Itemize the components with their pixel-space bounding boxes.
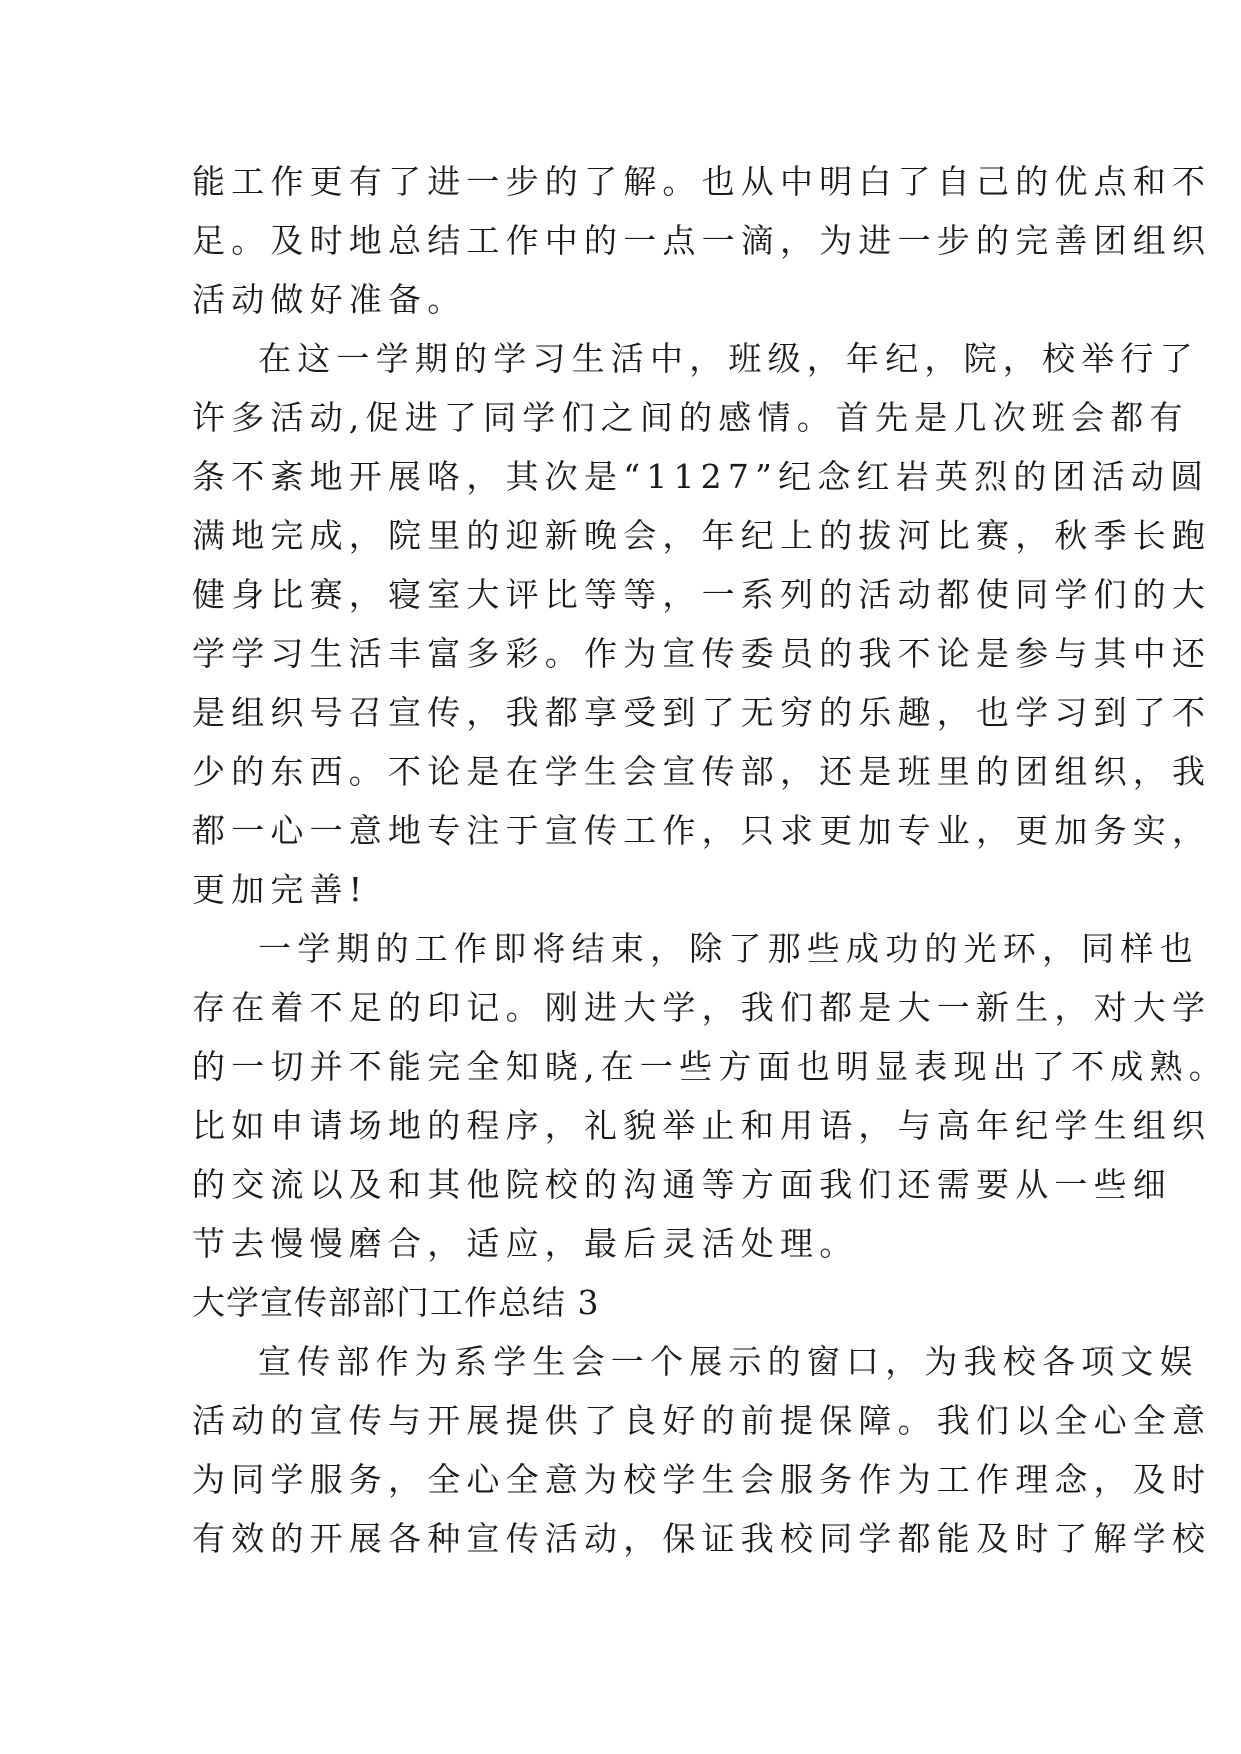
text-line: 有效的开展各种宣传活动，保证我校同学都能及时了解学校 [192,1519,1212,1558]
text-line: 许多活动,促进了同学们之间的感情。首先是几次班会都有 [192,398,1189,437]
paragraph [192,152,1212,329]
text-line: 少的东西。不论是在学生会宣传部，还是班里的团组织，我 [192,752,1212,791]
text-line: 满地完成，院里的迎新晚会，年纪上的拔河比赛，秋季长跑 [192,516,1212,555]
text-line: 节去慢慢磨合，适应，最后灵活处理。 [192,1224,859,1263]
paragraph [192,329,1212,919]
text-line: 健身比赛，寝室大评比等等，一系列的活动都使同学们的大 [192,575,1212,614]
text-line: 在这一学期的学习生活中，班级，年纪，院，校举行了 [258,339,1199,378]
section-heading: 大学宣传部部门工作总结 3 [192,1283,600,1322]
text-line: 的交流以及和其他院校的沟通等方面我们还需要从一些细 [192,1165,1172,1204]
text-line: 活动的宣传与开展提供了良好的前提保障。我们以全心全意 [192,1401,1212,1440]
text-line: 活动做好准备。 [192,280,467,319]
text-line: 学学习生活丰富多彩。作为宣传委员的我不论是参与其中还 [192,634,1212,673]
text-line: 更加完善! [192,870,369,909]
text-line: 的一切并不能完全知晓,在一些方面也明显表现出了不成熟。 [192,1047,1228,1086]
text-line: 为同学服务，全心全意为校学生会服务作为工作理念，及时 [192,1460,1212,1499]
text-line: 是组织号召宣传，我都享受到了无穷的乐趣，也学习到了不 [192,693,1212,732]
text-line: 一学期的工作即将结束，除了那些成功的光环，同样也 [258,929,1199,968]
text-line: 比如申请场地的程序，礼貌举止和用语，与高年纪学生组织 [192,1106,1212,1145]
document-body [192,152,1228,1568]
text-line: 足。及时地总结工作中的一点一滴，为进一步的完善团组织 [192,221,1212,260]
text-line: 存在着不足的印记。刚进大学，我们都是大一新生，对大学 [192,988,1212,1027]
text-line: 宣传部作为系学生会一个展示的窗口，为我校各项文娱 [258,1342,1199,1381]
text-line: 都一心一意地专注于宣传工作，只求更加专业，更加务实， [192,811,1212,850]
text-line: 条不紊地开展咯，其次是“1127”纪念红岩英烈的团活动圆 [192,457,1210,496]
paragraph [192,919,1228,1273]
text-line: 能工作更有了进一步的了解。也从中明白了自己的优点和不 [192,162,1212,201]
paragraph [192,1332,1212,1568]
